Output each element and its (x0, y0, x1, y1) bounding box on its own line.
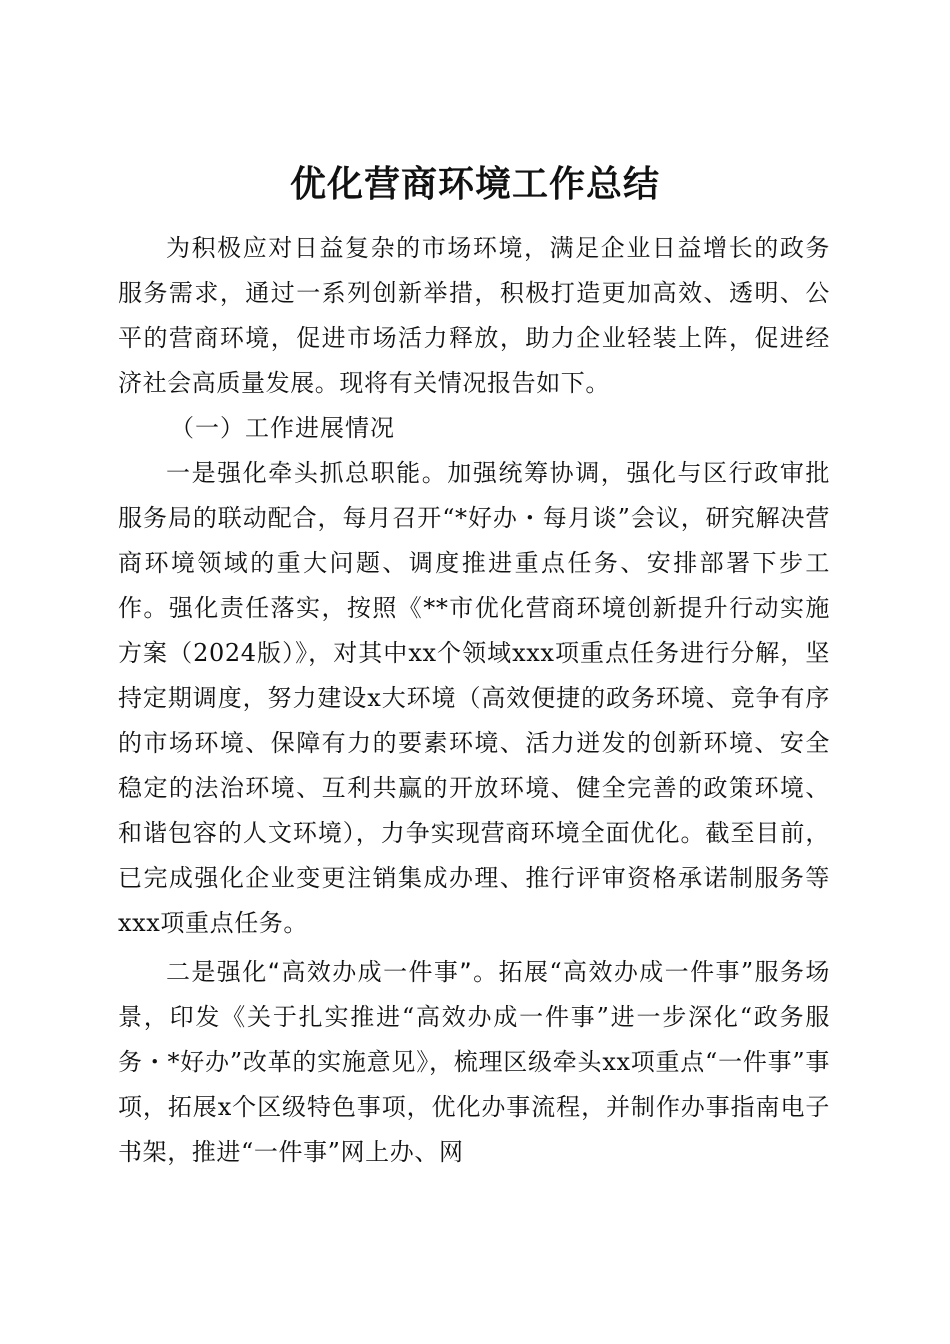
paragraph-1 (118, 451, 830, 946)
paragraph-2 (118, 950, 830, 1175)
document-title: 优化营商环境工作总结 (289, 163, 660, 206)
document-body (118, 226, 830, 1175)
section-heading: （一）工作进展情况 (170, 414, 395, 442)
paragraph-2-lead: 二是强化“高效办成一件事”。 (166, 958, 499, 986)
paragraph-1-lead: 一是强化牵头抓总职能。 (166, 459, 448, 487)
intro-paragraph: 为积极应对日益复杂的市场环境，满足企业日益增长的政务服务需求，通过一系列创新举措，积极打造更加高效、透明、公平的营商环境，促进市场活力释放，助力企业轻装上阵，促进经济社会高质量发展。现将有关情况报告如下。 (118, 234, 830, 397)
paragraph-1-text: 加强统筹协调，强化与区行政审批服务局的联动配合，每月召开“*好办・每月谈”会议，研究解决营商环境领域的重大问题、调度推进重点任务、安排部署下步工作。强化责任落实，按照《**市优化营商环境创新提升行动实施方案（2024版）》，对其中xx个领域xxx项重点任务进行分解，坚持定期调度，努力建设x大环境（高效便捷的政务环境、竞争有序的市场环境、保障有力的要素环境、活力迸发的创新环境、安全稳定的法治环境、互利共赢的开放环境、健全完善的政策环境、和谐包容的人文环境），力争实现营商环境全面优化。截至目前，已完成强化企业变更注销集成办理、推行评审资格承诺制服务等xxx项重点任务。 (118, 459, 831, 937)
paragraph-2-text: 拓展“高效办成一件事”服务场景，印发《关于扎实推进“高效办成一件事”进一步深化“政务服务・*好办”改革的实施意见》，梳理区级牵头xx项重点“一件事”事项，拓展x个区级特色事项，优化办事流程，并制作办事指南电子书架，推进“一件事”网上办、网 (118, 958, 830, 1166)
